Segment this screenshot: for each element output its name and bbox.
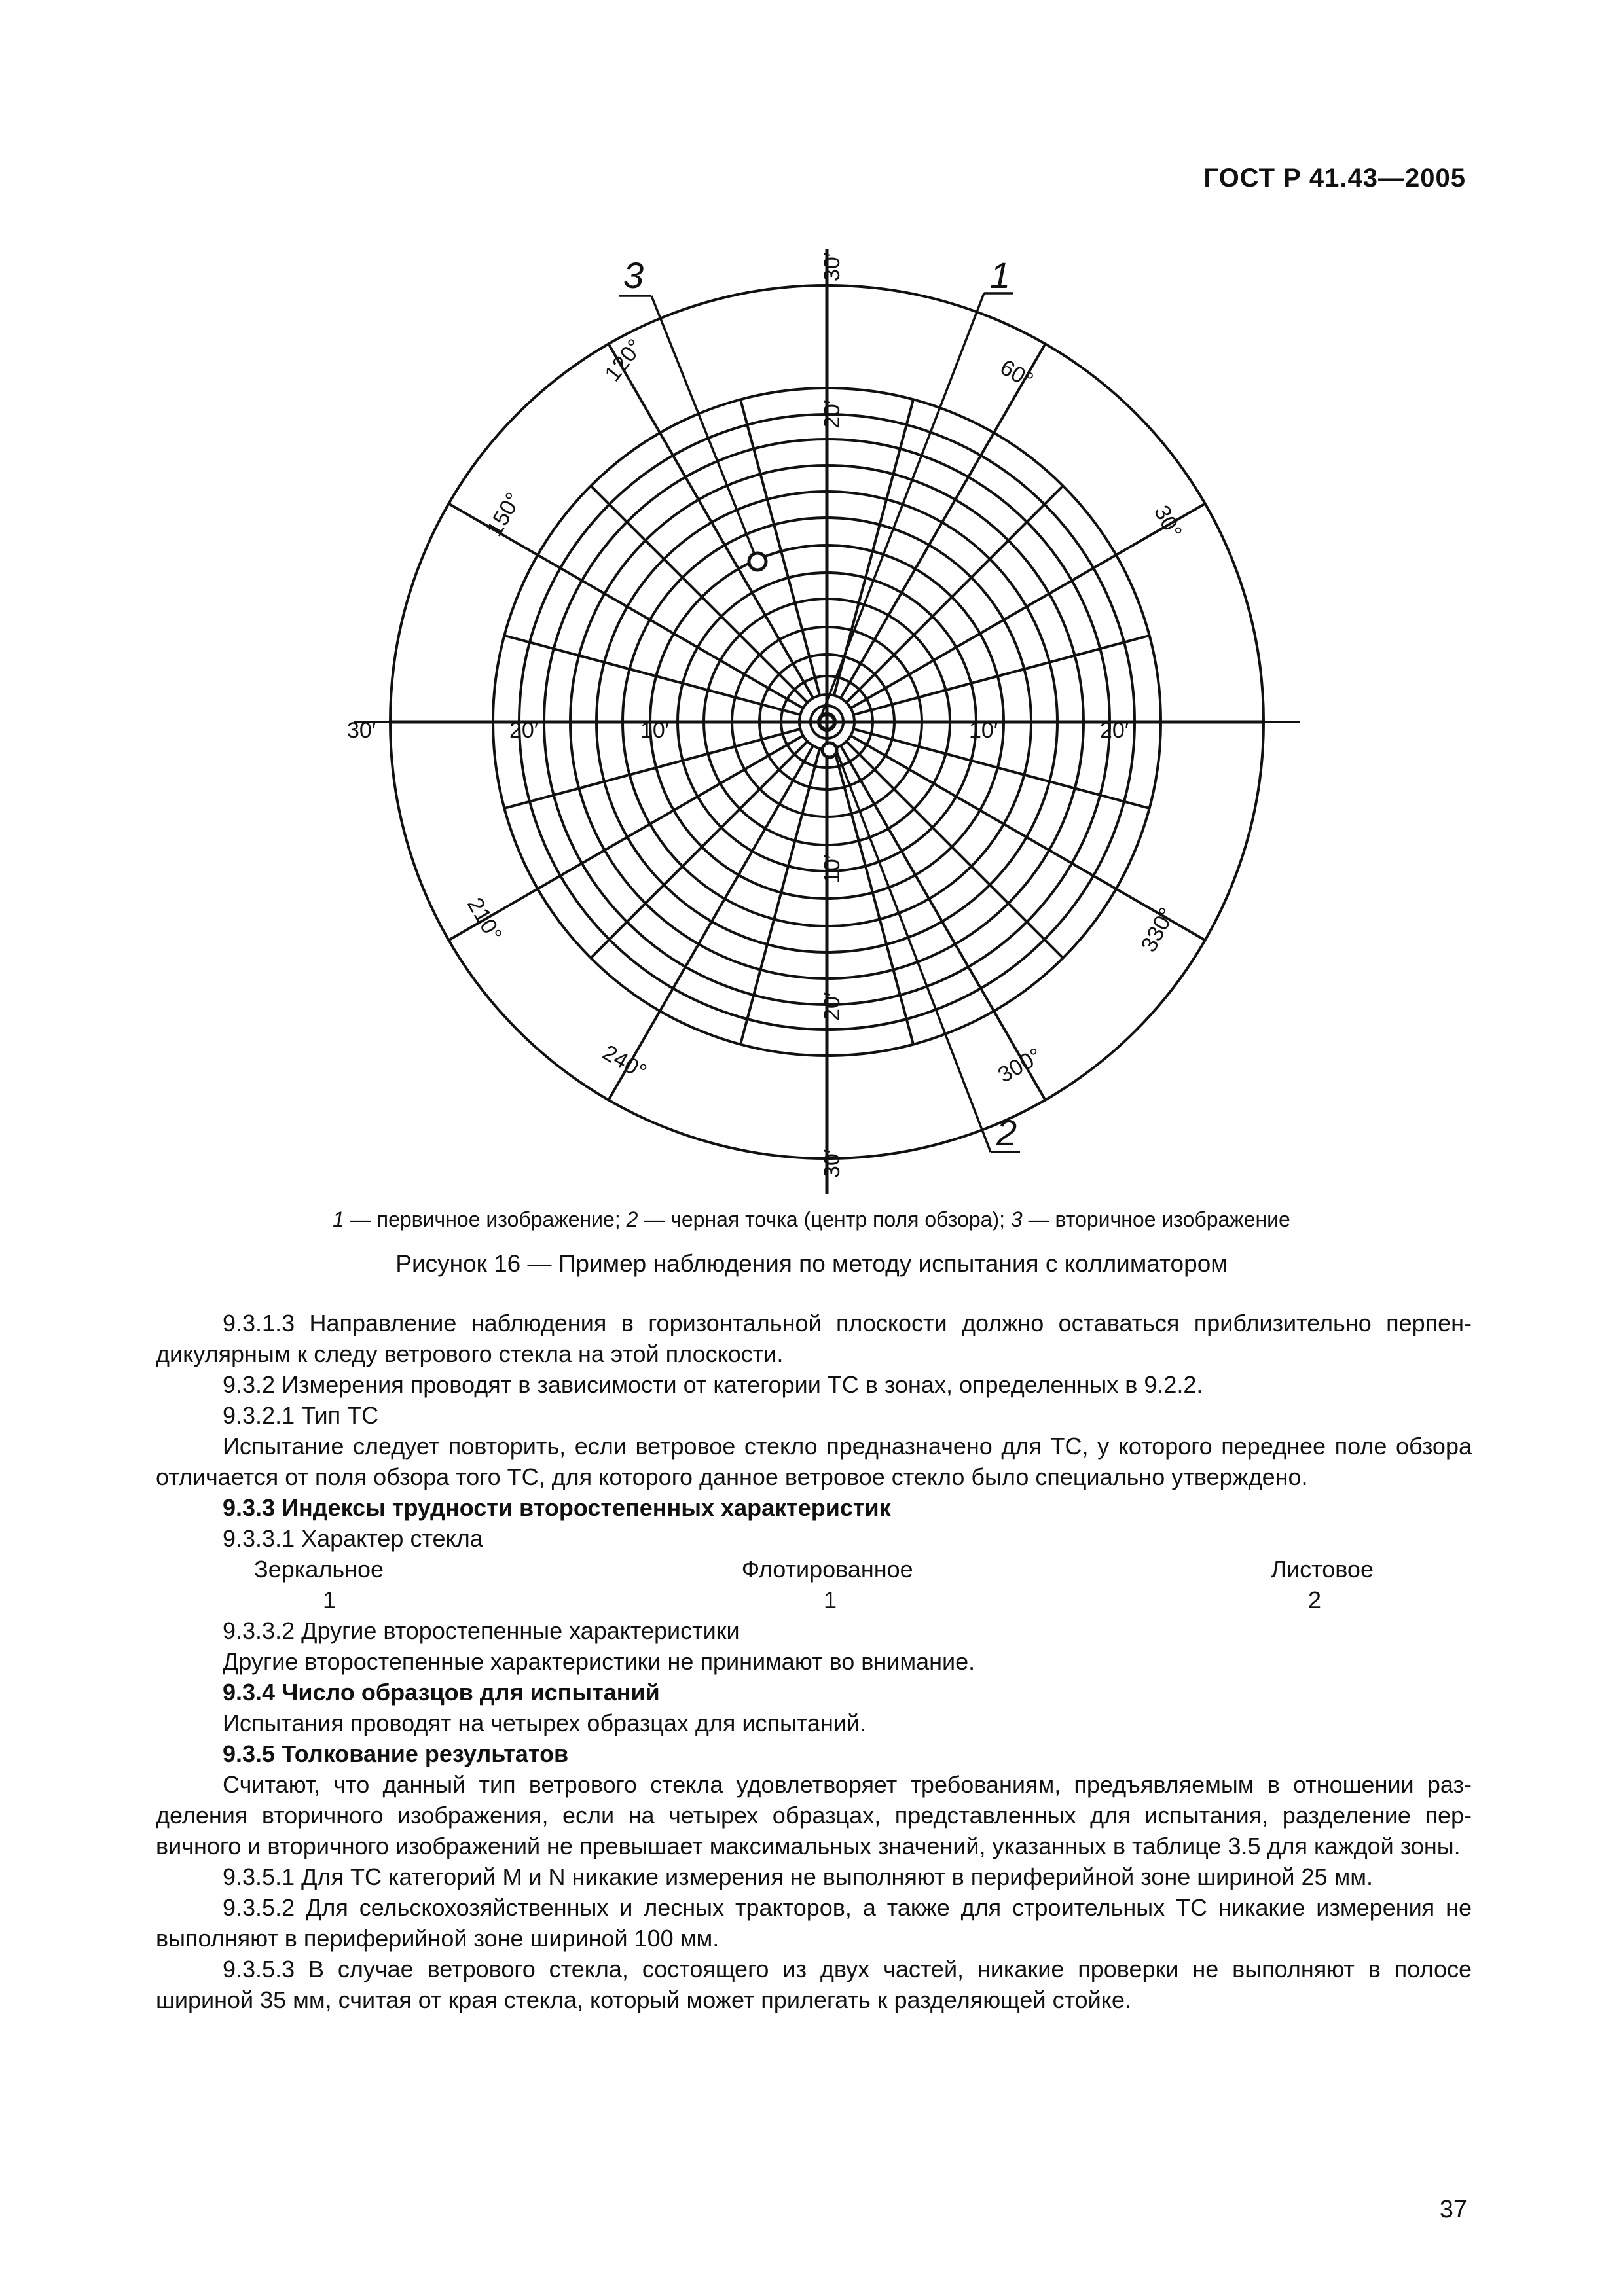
ring-label-20-bottom: 20′ bbox=[820, 992, 845, 1021]
glass-index-float: 1 bbox=[823, 1587, 837, 1613]
callout-2-label: 2 bbox=[996, 1112, 1017, 1153]
paragraph-9-3-5-3: 9.3.5.3 В случае ветрового стекла, состоящего из двух частей, никакие проверки не выполняют в полосе шириной 35 мм, считая от края стекла, который может прилегать к разделяющей стойке. bbox=[156, 1956, 1472, 2013]
heading-9-3-3: 9.3.3 Индексы трудности второстепенных характеристик bbox=[223, 1494, 891, 1521]
glass-index-mirror: 1 bbox=[322, 1587, 337, 1613]
legend-num-2: 2 bbox=[626, 1208, 638, 1231]
legend-text-2: — черная точка (центр поля обзора); bbox=[638, 1208, 1011, 1231]
grid-spoke bbox=[609, 344, 814, 698]
paragraph-9-3-2-1: 9.3.2.1 Тип ТС bbox=[223, 1402, 379, 1429]
ring-label-20-top: 20′ bbox=[820, 399, 845, 429]
ring-label-30-left: 30′ bbox=[347, 718, 376, 743]
secondary-image-marker bbox=[749, 553, 766, 570]
angle-label-330: 330° bbox=[1136, 903, 1180, 956]
paragraph-interpretation: Считают, что данный тип ветрового стекла удовлетворяет требованиям, предъявляемым в отношении раз-деления вторичного изображения, если на четырех образцах, представленных для испытания, разделение пер-вичного и вторичного изображений не превышает максимальных значений, указанных в таблице 3.5 для каждой зоны. bbox=[156, 1771, 1472, 1859]
grid-spoke bbox=[609, 745, 814, 1100]
paragraph-vehicle-type: Испытание следует повторить, если ветровое стекло предназначено для ТС, у которого переднее поле обзора отличается от поля обзора того ТС, для которого данное ветровое стекло было специально утверждено. bbox=[156, 1433, 1472, 1490]
legend-text-1: — первичное изображение; bbox=[344, 1208, 627, 1231]
angle-label-210: 210° bbox=[462, 893, 507, 946]
legend-text-3: — вторичное изображение bbox=[1022, 1208, 1290, 1231]
paragraph-9-3-5-2: 9.3.5.2 Для сельскохозяйственных и лесных тракторов, а также для строительных ТС никакие измерения не выполняют в периферийной зоне шириной 100 мм. bbox=[156, 1894, 1472, 1952]
ring-label-20-right: 20′ bbox=[1100, 718, 1129, 743]
glass-types-row bbox=[156, 1554, 1472, 1585]
grid-spoke bbox=[841, 745, 1046, 1100]
ring-label-30-top: 30′ bbox=[820, 252, 845, 281]
grid-spoke bbox=[850, 736, 1205, 941]
glass-type-mirror: Зеркальное bbox=[254, 1556, 384, 1583]
grid-spoke bbox=[591, 486, 807, 702]
grid-spoke bbox=[847, 486, 1063, 702]
grid-spoke bbox=[850, 504, 1205, 709]
angle-label-240: 240° bbox=[598, 1040, 651, 1085]
paragraph-9-3-2: 9.3.2 Измерения проводят в зависимости от категории ТС в зонах, определенных в 9.2.2. bbox=[223, 1371, 1203, 1398]
paragraph-9-3-3-1: 9.3.3.1 Характер стекла bbox=[223, 1525, 483, 1552]
glass-type-float: Флотированное bbox=[741, 1556, 913, 1583]
angle-label-30: 30° bbox=[1148, 501, 1187, 543]
paragraph-samples: Испытания проводят на четырех образцах для испытаний. bbox=[223, 1710, 867, 1736]
callout-1-label: 1 bbox=[990, 255, 1011, 296]
heading-9-3-5: 9.3.5 Толкование результатов bbox=[223, 1740, 569, 1767]
glass-index-row bbox=[156, 1585, 1472, 1615]
paragraph-9-3-3-2: 9.3.3.2 Другие второстепенные характеристики bbox=[223, 1617, 740, 1644]
angle-label-120: 120° bbox=[600, 334, 648, 386]
polar-grid bbox=[354, 249, 1300, 1194]
ring-label-10-left: 10′ bbox=[640, 718, 670, 743]
ring-label-10-bottom: 10′ bbox=[820, 854, 845, 884]
body-text bbox=[156, 1308, 1472, 2015]
document-header: ГОСТ Р 41.43—2005 bbox=[1203, 164, 1466, 192]
paragraph-9-3-1-3: 9.3.1.3 Направление наблюдения в горизонтальной плоскости должно оставаться приблизительно перпен-дикулярным к следу ветрового стекла на этой плоскости. bbox=[156, 1310, 1472, 1367]
legend-num-1: 1 bbox=[333, 1208, 344, 1231]
figure-legend bbox=[0, 1208, 1623, 1232]
paragraph-other-characteristics: Другие второстепенные характеристики не принимают во внимание. bbox=[223, 1648, 976, 1675]
legend-num-3: 3 bbox=[1010, 1208, 1023, 1231]
black-dot-marker bbox=[822, 743, 837, 757]
grid-spoke bbox=[847, 742, 1063, 958]
callout-3-label: 3 bbox=[623, 255, 644, 296]
heading-9-3-4: 9.3.4 Число образцов для испытаний bbox=[223, 1679, 660, 1706]
callout-line-2-leader bbox=[837, 751, 991, 1152]
angle-label-150: 150° bbox=[482, 488, 527, 541]
angle-label-300: 300° bbox=[994, 1043, 1046, 1088]
ring-label-20-left: 20′ bbox=[509, 718, 539, 743]
figure-title: Рисунок 16 — Пример наблюдения по методу испытания с коллиматором bbox=[395, 1250, 1228, 1277]
angle-label-60: 60° bbox=[996, 355, 1038, 393]
glass-index-sheet: 2 bbox=[1307, 1587, 1322, 1613]
ring-label-10-right: 10′ bbox=[969, 718, 998, 743]
ring-label-30-bottom: 30′ bbox=[820, 1149, 845, 1178]
grid-spoke bbox=[591, 742, 807, 958]
page-number: 37 bbox=[1439, 2196, 1467, 2223]
paragraph-9-3-5-1: 9.3.5.1 Для ТС категорий M и N никакие измерения не выполняют в периферийной зоне шириной 25 мм. bbox=[223, 1863, 1373, 1890]
grid-spoke bbox=[448, 736, 803, 941]
glass-type-sheet: Листовое bbox=[1271, 1556, 1374, 1583]
